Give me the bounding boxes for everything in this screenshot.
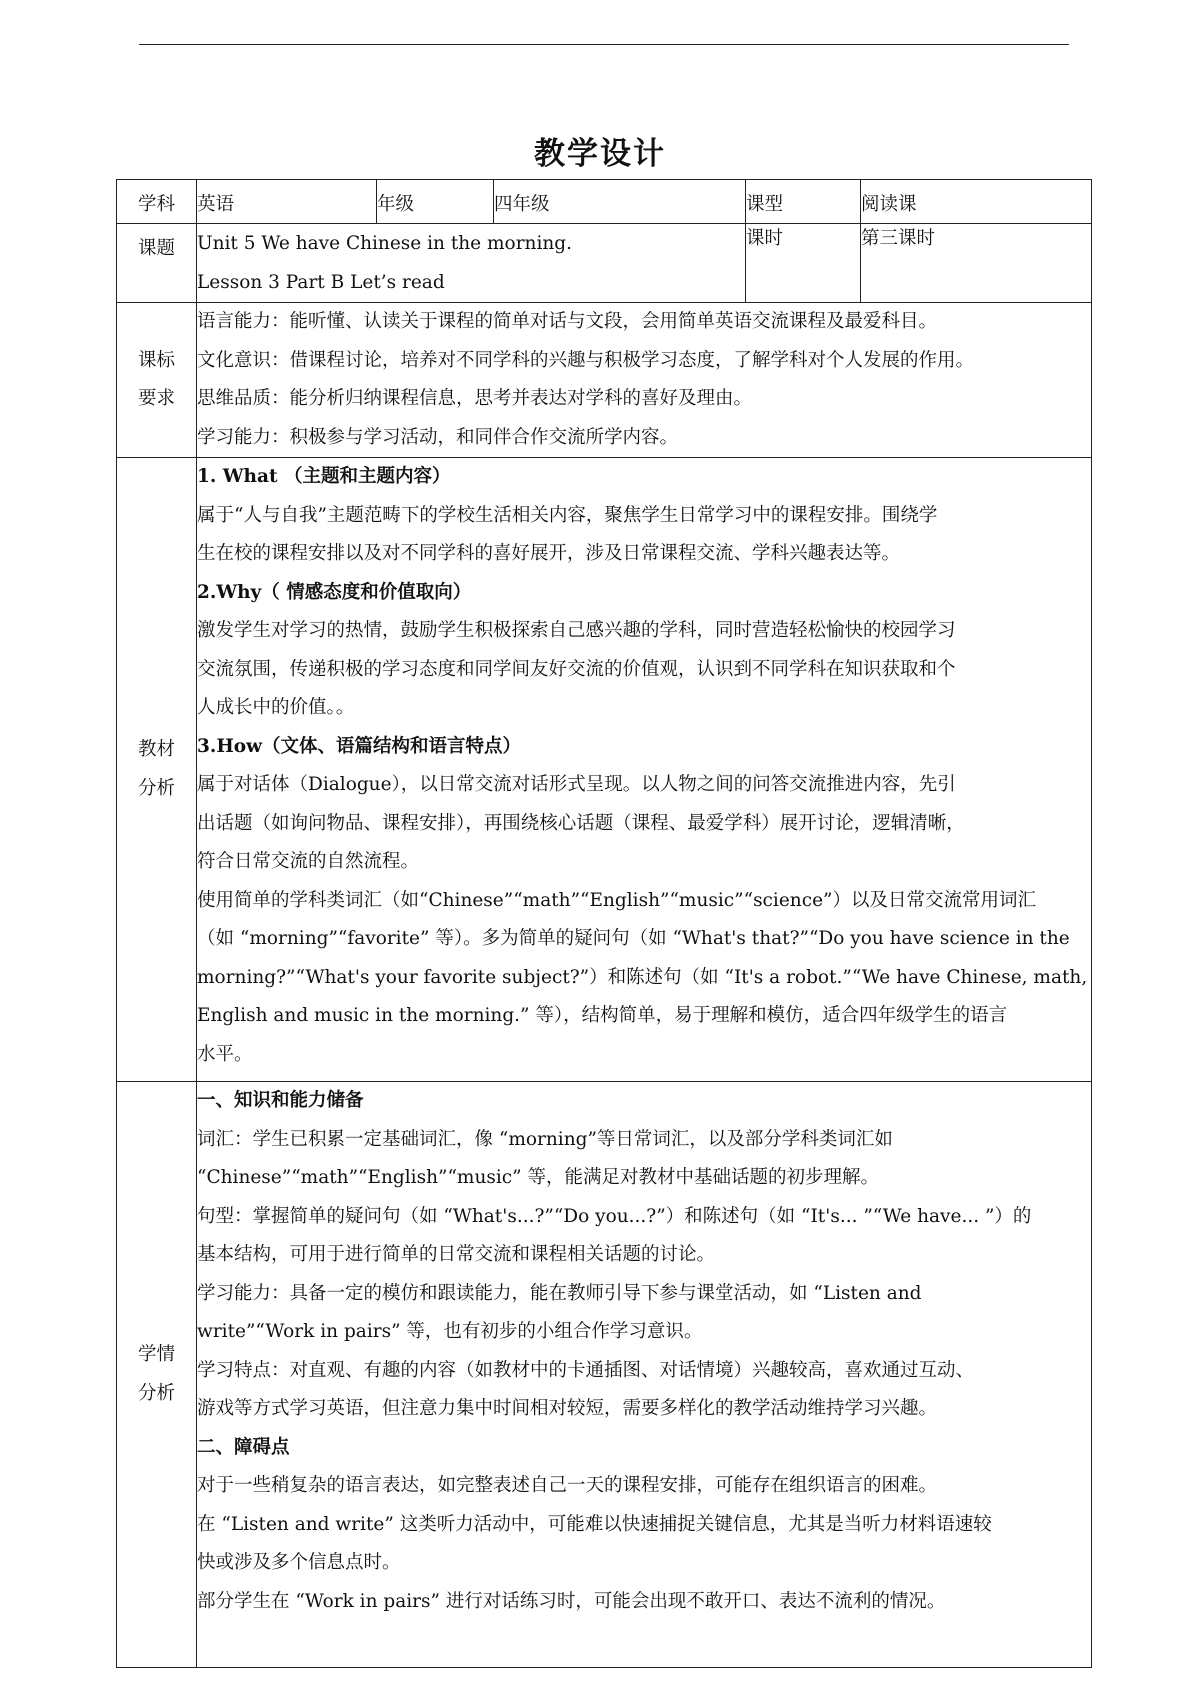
- what-heading: 1. What （主题和主题内容）: [197, 466, 451, 487]
- material-label-2: 分析: [137, 777, 175, 799]
- standards-line: 语言能力：能听懂、认读关于课程的简单对话与文段，会用简单英语交流课程及最爱科目。: [197, 311, 938, 332]
- topic-label: 课题: [137, 238, 175, 259]
- standards-line: 文化意识：借课程讨论，培养对不同学科的兴趣与积极学习态度，了解学科对个人发展的作用。: [197, 349, 975, 371]
- obstacle-line: 在 “Listen and write” 这类听力活动中，可能难以快速捕捉关键信息，尤其是当听力材料语速较: [197, 1513, 992, 1535]
- standards-line: 学习能力：积极参与学习活动，和同伴合作交流所学内容。: [197, 426, 679, 448]
- why-line: 人成长中的价值。。: [197, 697, 355, 718]
- header-rule: [139, 44, 1069, 45]
- how-line: morning?”“What's your favorite subject?”）和陈述句（如 “It's a robot.”“We have Chinese, math,: [197, 966, 1088, 988]
- info-row-topic: [117, 224, 1092, 303]
- learner-row: [117, 1082, 1092, 1668]
- standards-line: 思维品质：能分析归纳课程信息，思考并表达对学科的喜好及理由。: [197, 388, 753, 409]
- material-content-cell: [197, 458, 1092, 1082]
- knowledge-line: 基本结构，可用于进行简单的日常交流和课程相关话题的讨论。: [197, 1244, 716, 1265]
- topic-label-cell: [117, 224, 197, 303]
- knowledge-line: 词汇：学生已积累一定基础词汇，像 “morning”等日常词汇，以及部分学科类词汇如: [197, 1128, 893, 1150]
- obstacle-line: 对于一些稍复杂的语言表达，如完整表述自己一天的课程安排，可能存在组织语言的困难。: [197, 1475, 938, 1496]
- what-line: 生在校的课程安排以及对不同学科的喜好展开，涉及日常课程交流、学科兴趣表达等。: [197, 543, 901, 564]
- period-label: 课时: [746, 228, 784, 249]
- knowledge-line: write”“Work in pairs” 等，也有初步的小组合作学习意识。: [197, 1321, 703, 1342]
- obstacles-heading: 二、障碍点: [197, 1436, 290, 1458]
- obstacle-line: 部分学生在 “Work in pairs” 进行对话练习时，可能会出现不敢开口、表达不流利的情况。: [197, 1590, 946, 1612]
- why-heading: 2.Why（ 情感态度和价值取向）: [197, 581, 472, 603]
- material-row: [117, 458, 1092, 1082]
- standards-label-cell: [117, 303, 197, 458]
- learner-label-cell: [117, 1082, 197, 1668]
- lesson-plan-table: [116, 179, 1092, 1668]
- topic-line-2: Lesson 3 Part B Let’s read: [197, 272, 445, 293]
- type-label: 课型: [746, 194, 784, 215]
- topic-line-1: Unit 5 We have Chinese in the morning.: [197, 233, 573, 254]
- subject-value: 英语: [197, 194, 235, 215]
- learner-label-2: 分析: [137, 1382, 175, 1404]
- period-value-cell: [861, 224, 1092, 303]
- knowledge-line: “Chinese”“math”“English”“music” 等，能满足对教材中基础话题的初步理解。: [197, 1167, 879, 1188]
- period-label-cell: [746, 224, 861, 303]
- page-title: 教学设计: [534, 136, 666, 172]
- knowledge-line: 句型：掌握简单的疑问句（如 “What's...?”“Do you...?”）和陈述句（如 “It's... ”“We have... ”）的: [197, 1205, 1032, 1227]
- subject-label: 学科: [137, 194, 175, 215]
- material-label-cell: [117, 458, 197, 1082]
- learner-content-cell: [197, 1082, 1092, 1668]
- info-row-subject: [117, 180, 1092, 224]
- subject-label-cell: [117, 180, 197, 224]
- subject-value-cell: [197, 180, 377, 224]
- knowledge-line: 学习特点：对直观、有趣的内容（如教材中的卡通插图、对话情境）兴趣较高，喜欢通过互动、: [197, 1359, 975, 1381]
- grade-label: 年级: [377, 194, 415, 215]
- how-line: 使用简单的学科类词汇（如“Chinese”“math”“English”“music”“science”）以及日常交流常用词汇: [197, 889, 1036, 911]
- why-line: 交流氛围，传递积极的学习态度和同学间友好交流的价值观，认识到不同学科在知识获取和个: [197, 658, 956, 680]
- type-value-cell: [861, 180, 1092, 224]
- knowledge-heading: 一、知识和能力储备: [197, 1090, 364, 1111]
- grade-label-cell: [377, 180, 494, 224]
- topic-value-cell: [197, 224, 746, 303]
- how-line: 出话题（如询问物品、课程安排），再围绕核心话题（课程、最爱学科）展开讨论，逻辑清晰，: [197, 812, 965, 834]
- period-value: 第三课时: [861, 228, 936, 249]
- grade-value-cell: [494, 180, 746, 224]
- how-heading: 3.How（文体、语篇结构和语言特点）: [197, 735, 522, 757]
- knowledge-line: 游戏等方式学习英语，但注意力集中时间相对较短，需要多样化的教学活动维持学习兴趣。: [197, 1398, 938, 1419]
- how-line: 水平。: [197, 1043, 253, 1065]
- type-label-cell: [746, 180, 861, 224]
- how-line: 属于对话体（Dialogue），以日常交流对话形式呈现。以人物之间的问答交流推进内容，先引: [197, 774, 956, 795]
- learner-label-1: 学情: [137, 1344, 175, 1365]
- knowledge-line: 学习能力：具备一定的模仿和跟读能力，能在教师引导下参与课堂活动，如 “Listen and: [197, 1282, 922, 1304]
- grade-value: 四年级: [494, 194, 550, 215]
- standards-label-1: 课标: [137, 349, 175, 371]
- how-line: 符合日常交流的自然流程。: [197, 851, 420, 872]
- what-line: 属于“人与自我”主题范畴下的学校生活相关内容，聚焦学生日常学习中的课程安排。围绕学: [197, 504, 938, 526]
- obstacle-line: 快或涉及多个信息点时。: [197, 1552, 401, 1573]
- how-line: （如 “morning”“favorite” 等）。多为简单的疑问句（如 “What's that?”“Do you have science in the: [197, 928, 1070, 949]
- standards-row: [117, 303, 1092, 458]
- standards-content-cell: [197, 303, 1092, 458]
- why-line: 激发学生对学习的热情，鼓励学生积极探索自己感兴趣的学科，同时营造轻松愉快的校园学习: [197, 620, 956, 641]
- standards-label-2: 要求: [137, 388, 175, 409]
- type-value: 阅读课: [861, 194, 917, 215]
- how-line: English and music in the morning.” 等），结构简单，易于理解和模仿，适合四年级学生的语言: [197, 1005, 1008, 1026]
- material-label-1: 教材: [137, 739, 175, 760]
